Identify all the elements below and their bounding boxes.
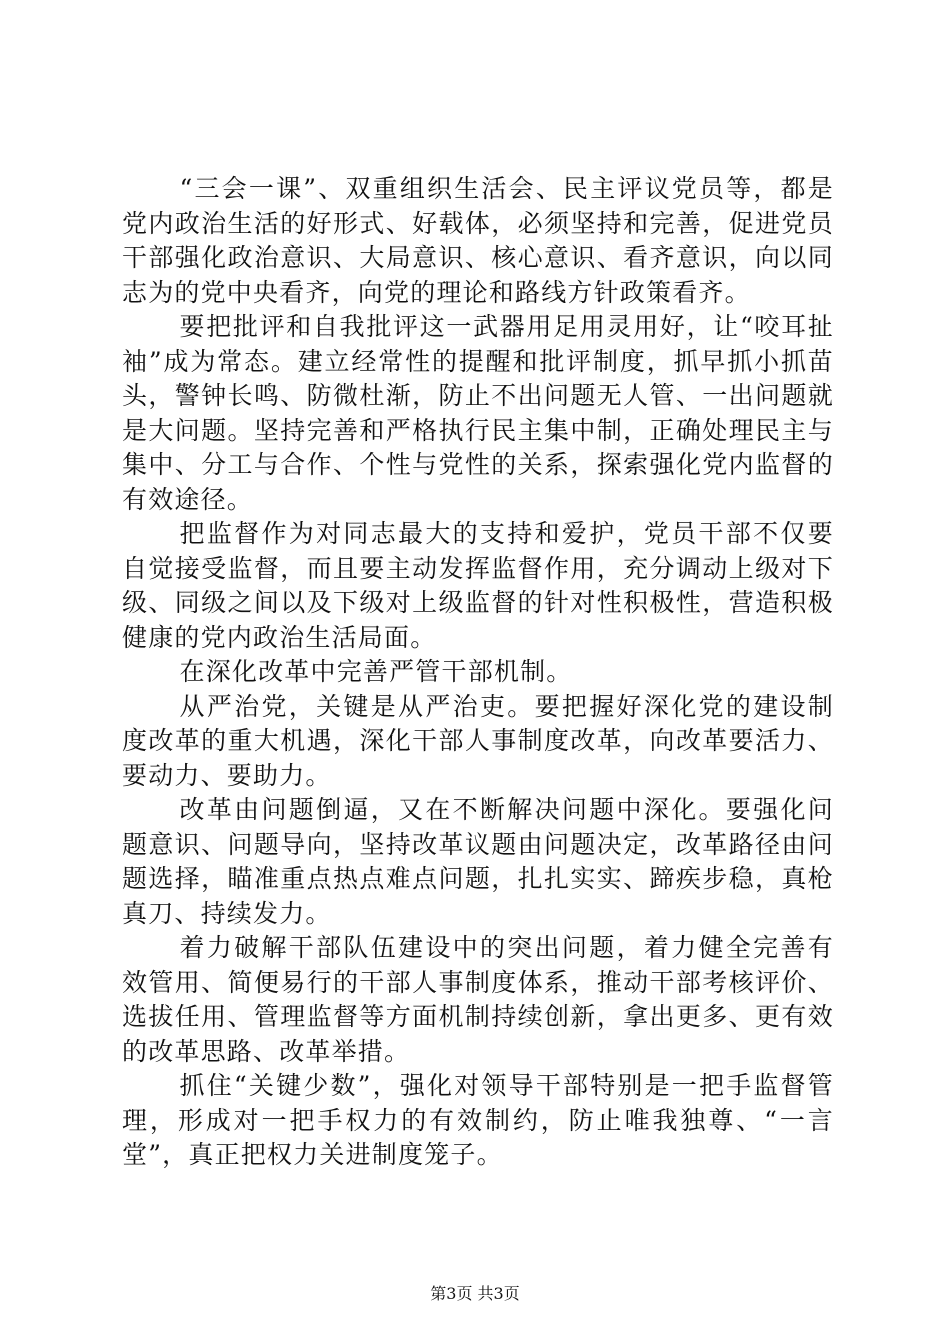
paragraph-5: 从严治党，关键是从严治吏。要把握好深化党的建设制度改革的重大机遇，深化干部人事制度改革，向改革要活力、要动力、要助力。	[122, 691, 834, 790]
section-heading: 在深化改革中完善严管干部机制。	[179, 657, 573, 686]
paragraph-8: 抓住“关键少数”，强化对领导干部特别是一把手监督管理，形成对一把手权力的有效制约，防止唯我独尊、“一言堂”，真正把权力关进制度笼子。	[122, 1071, 834, 1169]
paragraph-6: 改革由问题倒逼，又在不断解决问题中深化。要强化问题意识、问题导向，坚持改革议题由问题决定，改革路径由问题选择，瞄准重点热点难点问题，扎扎实实、蹄疾步稳，真枪真刀、持续发力。	[122, 795, 834, 928]
paragraph-1: “三会一课”、双重组织生活会、民主评议党员等，都是党内政治生活的好形式、好载体，必须坚持和完善，促进党员干部强化政治意识、大局意识、核心意识、看齐意识，向以同志为的党中央看齐，向党的理论和路线方针政策看齐。	[122, 174, 834, 307]
page-footer: 第3页 共3页	[430, 1284, 520, 1303]
paragraph-7: 着力破解干部队伍建设中的突出问题，着力健全完善有效管用、简便易行的干部人事制度体系，推动干部考核评价、选拔任用、管理监督等方面机制持续创新，拿出更多、更有效的改革思路、改革举措。	[122, 933, 834, 1066]
paragraph-2: 要把批评和自我批评这一武器用足用灵用好，让“咬耳扯袖”成为常态。建立经常性的提醒和批评制度，抓早抓小抓苗头，警钟长鸣、防微杜渐，防止不出问题无人管、一出问题就是大问题。坚持完善和严格执行民主集中制，正确处理民主与集中、分工与合作、个性与党性的关系，探索强化党内监督的有效途径。	[122, 312, 834, 514]
document-body	[122, 172, 834, 1173]
paragraph-3: 把监督作为对同志最大的支持和爱护，党员干部不仅要自觉接受监督，而且要主动发挥监督作用，充分调动上级对下级、同级之间以及下级对上级监督的针对性积极性，营造积极健康的党内政治生活局面。	[122, 519, 834, 652]
